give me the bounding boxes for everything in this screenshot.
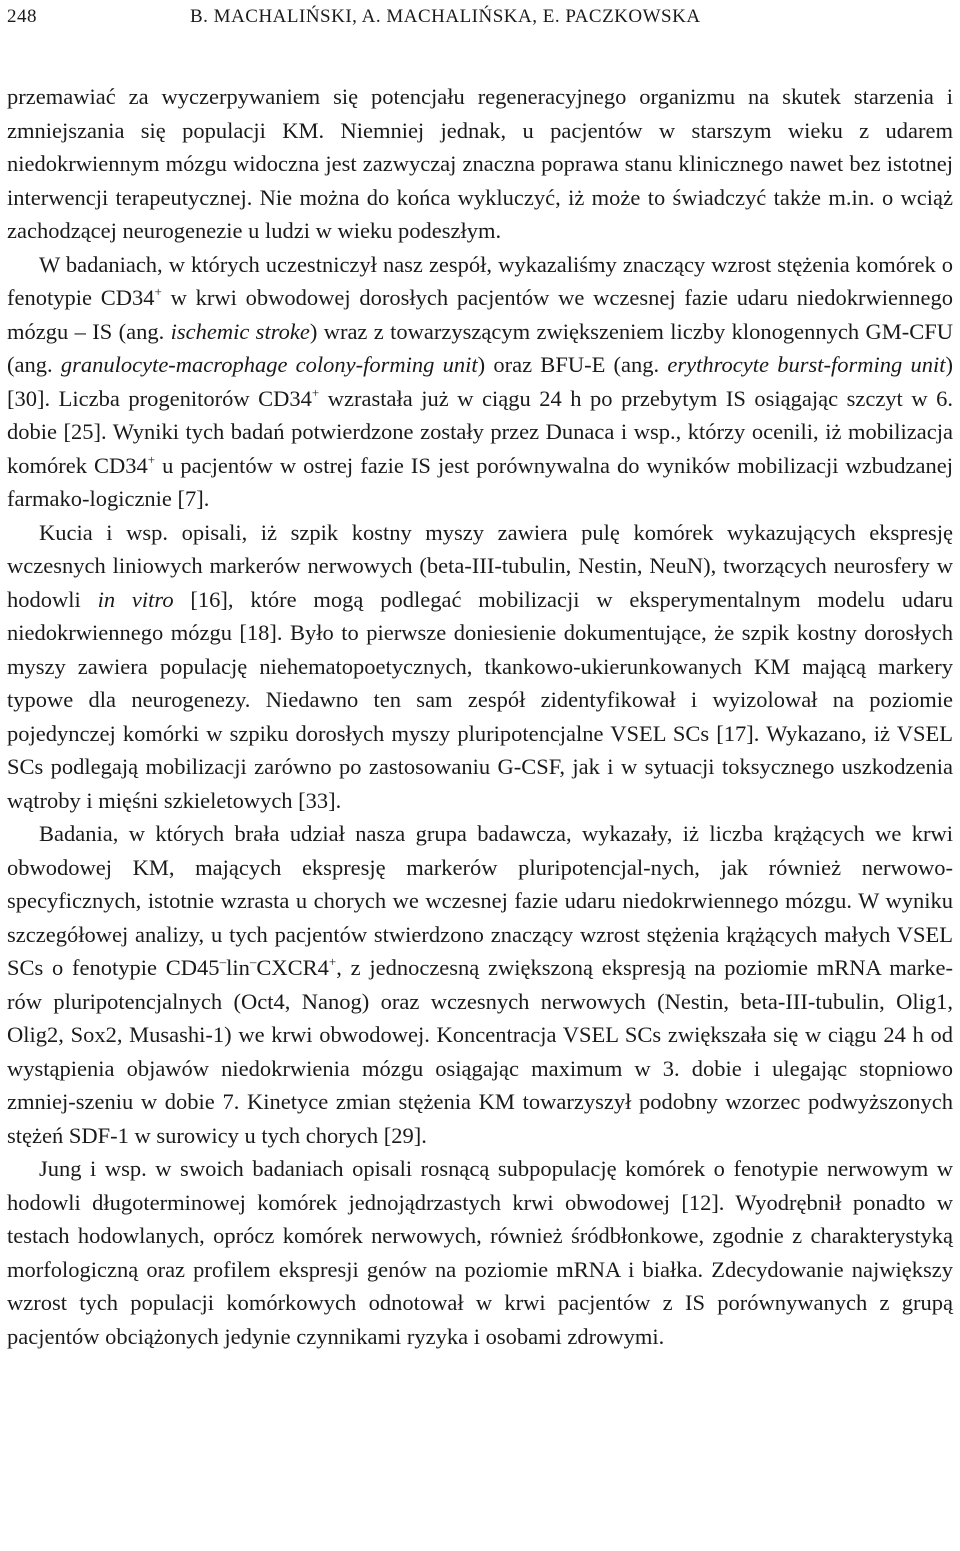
superscript-plus: + xyxy=(311,384,320,400)
paragraph-5 xyxy=(7,1152,953,1353)
paragraph-2-text: wzrastała już w ciągu 24 h po przebytym IS osiągając szczyt w 6. dobie [25]. Wyniki tych badań potwierdzone zostały przez Dunaca i wsp., którzy ocenili, iż mobilizacja komórek CD34 xyxy=(7,385,953,478)
superscript-minus: – xyxy=(219,954,227,969)
paragraph-2-text: ) wraz z towarzyszącym zwiększeniem liczby klonogennych GM-CFU (ang. xyxy=(7,318,953,377)
italic-term: ischemic stroke xyxy=(170,318,310,344)
paragraph-4-text: lin xyxy=(226,955,250,980)
paragraph-3-text: Kucia i wsp. opisali, iż szpik kostny myszy zawiera pulę komórek wykazujących ekspresję wczesnych liniowych markerów nerwowych (beta-III-tubulin, Nestin, NeuN), tworzących neurosfery w hodowli xyxy=(7,519,953,612)
superscript-plus: + xyxy=(154,284,162,299)
paragraph-4 xyxy=(7,817,953,1152)
page-number: 248 xyxy=(7,6,37,27)
paragraph-1 xyxy=(7,80,953,248)
paragraph-4-text: CXCR4 xyxy=(256,955,329,980)
running-head-authors: B. MACHALIŃSKI, A. MACHALIŃSKA, E. PACZKOWSKA xyxy=(190,6,701,27)
paragraph-2-text: ) [30]. Liczba progenitorów CD34 xyxy=(7,352,953,411)
paragraph-5-text: Jung i wsp. w swoich badaniach opisali rosnącą subpopulację komórek o fenotypie nerwowym w hodowli długoterminowej komórek jednojądrzastych krwi obwodowej [12]. Wyodrębnił ponadto w testach hodowlanych, oprócz komórek nerwowych, również śródbłonkowe, zgodnie z charakterystyką morfologiczną oraz profilem ekspresji genów na poziomie mRNA i białka. Zdecydowanie największy wzrost tych populacji komórkowych odnotował w krwi pacjentów z IS porównywanych z grupą pacjentów obciążonych jedynie czynnikami ryzyka i osobami zdrowymi. xyxy=(7,1156,953,1349)
paragraph-4-text: Badania, w których brała udział nasza grupa badawcza, wykazały, iż liczba krążących we krwi obwodowej KM, mających ekspresję markerów pluripotencjal-nych, jak również nerwowo-specyficznych, istotnie wzrasta u chorych we wczesnej fazie udaru niedokrwiennego mózgu. W wyniku szczegółowej analizy, u tych pacjentów stwierdzono znaczący wzrost stężenia krążących małych VSEL SCs o fenotypie CD45 xyxy=(7,821,953,980)
body-text xyxy=(7,80,953,1353)
paragraph-4-text: , z jednoczesną zwiększoną ekspresją na poziomie mRNA marke-rów pluripotencjalnych (Oct4, Nanog) oraz wczesnych nerwowych (Nestin, beta-III-tubulin, Olig1, Olig2, Sox2, Musashi-1) we krwi obwodowej. Koncentracja VSEL SCs zwiększała się w ciągu 24 h od wystąpienia objawów niedokrwienia mózgu osiągając maximum w 3. dobie i ulegając stopniowo zmniej-szeniu w dobie 7. Kinetyce zmian stężenia KM towarzyszył podobny wzorzec podwyższonych stężeń SDF-1 w surowicy u tych chorych [29]. xyxy=(7,955,953,1148)
running-head xyxy=(7,3,953,31)
document-page xyxy=(7,0,953,1551)
italic-term: erythrocyte burst-forming unit xyxy=(667,352,946,377)
superscript-plus: + xyxy=(147,451,156,467)
superscript-minus: – xyxy=(249,954,257,969)
italic-term: in vitro xyxy=(97,586,174,612)
paragraph-2-text: u pacjentów w ostrej fazie IS jest porównywalna do wyników mobilizacji wzbudzanej farmako-logicznie [7]. xyxy=(7,452,953,511)
superscript-plus: + xyxy=(328,954,337,969)
paragraph-1-text: przemawiać za wyczerpywaniem się potencjału regeneracyjnego organizmu na skutek starzenia i zmniejszania się populacji KM. Niemniej jednak, u pacjentów w starszym wieku z udarem niedokrwiennym mózgu widoczna jest zazwyczaj znaczna poprawa stanu klinicznego nawet bez istotnej interwencji terapeutycznej. Nie można do końca wykluczyć, iż może to świadczyć także m.in. o wciąż zachodzącej neurogenezie u ludzi w wieku podeszłym. xyxy=(7,84,953,243)
paragraph-2 xyxy=(7,248,953,516)
paragraph-2-text: W badaniach, w których uczestniczył nasz zespół, wykazaliśmy znaczący wzrost stężenia komórek o fenotypie CD34 xyxy=(7,251,953,310)
paragraph-2-text: w krwi obwodowej dorosłych pacjentów we wczesnej fazie udaru niedokrwiennego mózgu – IS (ang. xyxy=(7,285,953,344)
paragraph-3 xyxy=(7,516,953,818)
italic-term: granulocyte-macrophage colony-forming unit xyxy=(60,352,478,377)
paragraph-3-text: [16], które mogą podlegać mobilizacji w eksperymentalnym modelu udaru niedokrwiennego mózgu [18]. Było to pierwsze doniesienie dokumentujące, że szpik kostny dorosłych myszy zawiera populację niehematopoetycznych, tkankowo-ukierunkowanych KM mającą markery typowe dla neurogenezy. Niedawno ten sam zespół zidentyfikował i wyizolował na poziomie pojedynczej komórki w szpiku dorosłych myszy pluripotencjalne VSEL SCs [17]. Wykazano, iż VSEL SCs podlegają mobilizacji zarówno po zastosowaniu G-CSF, jak i w sytuacji toksycznego uszkodzenia wątroby i mięśni szkieletowych [33]. xyxy=(7,586,953,813)
paragraph-2-text: ) oraz BFU-E (ang. xyxy=(477,352,668,377)
